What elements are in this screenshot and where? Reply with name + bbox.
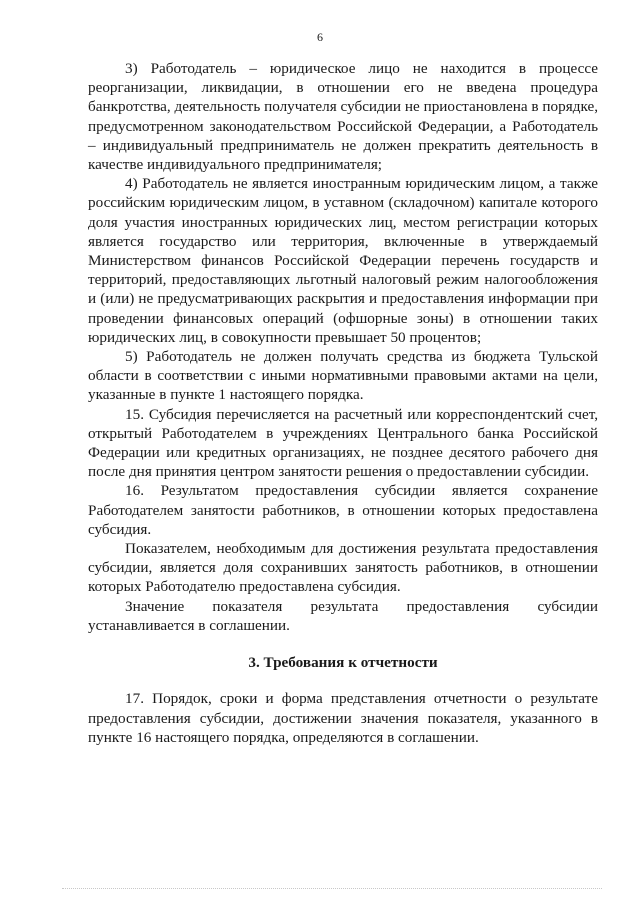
paragraph-item-4: 4) Работодатель не является иностранным юридическим лицом, а также российским юридическим лицом, в уставном (складочном) капитале которого доля участия иностранных юридических лиц, местом регистрации которых является государство или территория, включенные в утверждаемый Министерством финансов Российской Федерации перечень государств и территорий, предоставляющих льготный налоговый режим налогообложения и (или) не предусматривающих раскрытия и предоставления информации при проведении финансовых операций (офшорные зоны) в отношении таких юридических лиц, в совокупности превышает 50 процентов;	[88, 175, 598, 346]
paragraph-indicator: Показателем, необходимым для достижения результата предоставления субсидии, является доля сохранивших занятость работников, в отношении которых Работодателю предоставлена субсидия.	[88, 540, 598, 596]
paragraph-item-5: 5) Работодатель не должен получать средства из бюджета Тульской области в соответствии с иными нормативными правовыми актами на цели, указанные в пункте 1 настоящего порядка.	[88, 348, 598, 404]
paragraph-clause-15: 15. Субсидия перечисляется на расчетный или корреспондентский счет, открытый Работодателем в учреждениях Центрального банка Российской Федерации или кредитных организациях, не позднее десятого рабочего дня после дня принятия центром занятости решения о предоставлении субсидии.	[88, 405, 598, 481]
document-body	[88, 59, 598, 747]
paragraph-item-3: 3) Работодатель – юридическое лицо не находится в процессе реорганизации, ликвидации, в отношении его не введена процедура банкротства, деятельность получателя субсидии не приостановлена в порядке, предусмотренном законодательством Российской Федерации, а Работодатель – индивидуальный предприниматель не должен прекратить деятельность в качестве индивидуального предпринимателя;	[88, 60, 598, 174]
section-heading: 3. Требования к отчетности	[248, 654, 438, 672]
paragraph-indicator-value: Значение показателя результата предоставления субсидии устанавливается в соглашении.	[88, 597, 598, 634]
paragraph-clause-16: 16. Результатом предоставления субсидии является сохранение Работодателем занятости работников, в отношении которых предоставлена субсидия.	[88, 482, 598, 538]
page-bottom-divider	[62, 888, 602, 889]
page-number: 6	[317, 30, 323, 44]
paragraph-clause-17: 17. Порядок, сроки и форма представления отчетности о результате предоставления субсидии, достижении значения показателя, указанного в пункте 16 настоящего порядка, определяются в соглашении.	[88, 690, 598, 746]
